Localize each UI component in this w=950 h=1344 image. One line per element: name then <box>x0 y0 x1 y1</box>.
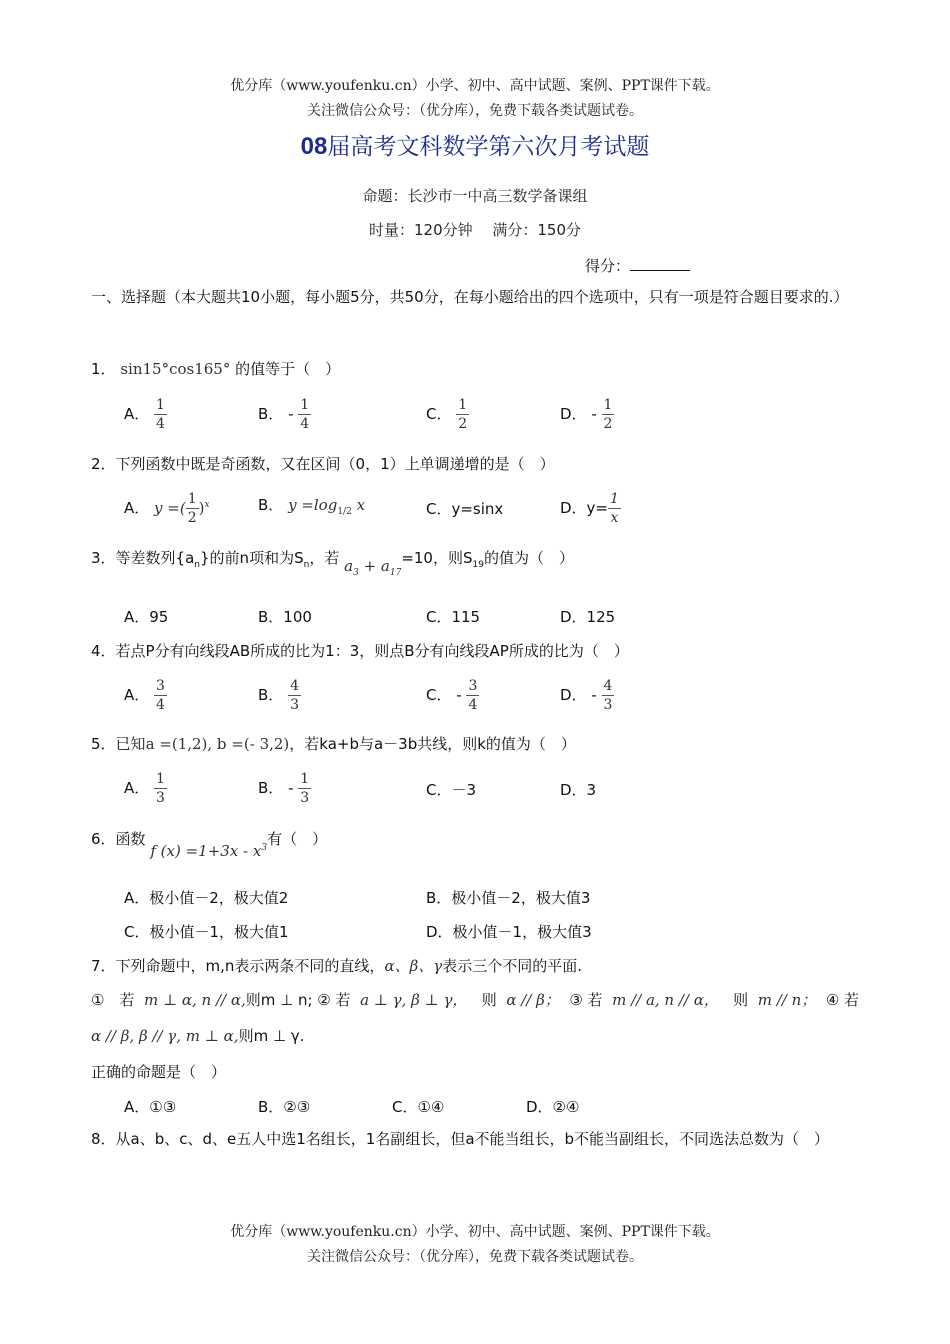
q5-b-label: B． <box>258 779 284 797</box>
q6-option-c: C．极小值－1，极大值1 <box>124 923 289 941</box>
q3-sub-n: n <box>194 560 201 570</box>
q7-p2-conclusion: α // β； <box>506 991 560 1009</box>
q4-d-label: D． <box>560 686 587 704</box>
question-7 <box>91 955 582 976</box>
q2-b-tail: x <box>356 496 366 514</box>
q7-p4-expr: α // β, β // γ, m ⊥ α, <box>91 1027 239 1045</box>
q4-number: 4． <box>91 642 116 660</box>
q5-b-den: 3 <box>300 790 310 806</box>
q4-d-num: 4 <box>603 678 613 694</box>
question-1 <box>91 358 340 379</box>
question-6 <box>91 828 328 860</box>
q1-a-fraction <box>154 396 167 433</box>
q3-sub-n-2: n <box>303 560 310 570</box>
q7-p3-conclusion: m // n； <box>757 991 817 1009</box>
q4-b-fraction <box>288 677 301 714</box>
q7-option-b: B．②③ <box>258 1098 311 1116</box>
q6-expression <box>150 842 267 860</box>
q5-b-sign: - <box>288 779 294 797</box>
score-label: 得分： <box>585 257 631 275</box>
q7-option-d: D．②④ <box>526 1098 580 1116</box>
footer-line-2: 关注微信公众号：（优分库），免费下载各类试题试卷。 <box>307 1249 643 1265</box>
q5-expression: a =(1,2), b =(- 3,2) <box>145 735 290 753</box>
q6-option-d: D．极小值－1，极大值3 <box>426 923 592 941</box>
q2-a-tail: ) <box>198 499 205 517</box>
setter-line: 命题：长沙市一中高三数学备课组 <box>362 187 588 205</box>
q4-c-den: 4 <box>468 697 478 713</box>
q4-c-num: 3 <box>468 678 478 694</box>
q2-d-label: D．y= <box>560 499 608 517</box>
question-4 <box>91 640 629 661</box>
q5-option-b <box>258 770 311 807</box>
q6-option-b: B．极小值－2，极大值3 <box>426 889 591 907</box>
q7-number: 7． <box>91 957 116 975</box>
q2-a-num: 1 <box>187 491 197 507</box>
q1-option-c <box>426 396 469 433</box>
q3-option-b: B．100 <box>258 608 312 626</box>
q1-c-label: C． <box>426 405 452 423</box>
q1-text: 的值等于（ ） <box>235 360 341 378</box>
q3-number: 3． <box>91 549 116 567</box>
q4-a-num: 3 <box>156 678 165 694</box>
q7-p3-tail: 则 <box>733 991 749 1009</box>
q5-a-label: A． <box>124 779 150 797</box>
q1-c-den: 2 <box>458 416 468 432</box>
q5-option-a <box>124 770 167 807</box>
q5-option-d: D．3 <box>560 781 597 799</box>
q2-a-label: A． <box>124 499 150 517</box>
q5-number: 5． <box>91 735 116 753</box>
page-title <box>0 128 950 161</box>
q6-text-2: 有（ ） <box>267 830 328 848</box>
q5-b-fraction <box>298 770 311 807</box>
q1-d-num: 1 <box>603 397 613 413</box>
q1-b-sign: - <box>288 405 294 423</box>
q1-number: 1． <box>91 360 116 378</box>
q1-a-num: 1 <box>156 397 165 413</box>
q5-a-num: 1 <box>156 771 165 787</box>
q7-p4-tail: 则m ⊥ γ. <box>238 1027 305 1045</box>
q1-d-sign: - <box>591 405 597 423</box>
q1-d-den: 2 <box>603 416 613 432</box>
q2-number: 2． <box>91 455 116 473</box>
q4-c-label: C． <box>426 686 452 704</box>
q1-option-d <box>560 396 614 433</box>
q3-a-2: a <box>380 557 390 575</box>
q4-option-d <box>560 677 614 714</box>
q4-option-b <box>258 677 301 714</box>
q3-expression <box>344 557 402 578</box>
q1-option-a <box>124 396 167 433</box>
q3-sub-19: 19 <box>472 560 484 570</box>
q1-d-label: D． <box>560 405 587 423</box>
question-3 <box>91 547 574 578</box>
score-blank <box>630 256 690 271</box>
question-8 <box>91 1120 859 1158</box>
q7-p1-expr: m ⊥ α, n // α, <box>144 991 246 1009</box>
q4-text: 若点P分有向线段AB所成的比为1：3，则点B分有向线段AP所成的比为（ ） <box>115 642 629 660</box>
q4-b-label: B． <box>258 686 284 704</box>
q5-a-fraction <box>154 770 167 807</box>
q7-greek: α、β、γ <box>384 957 443 975</box>
q7-text-2: 表示三个不同的平面. <box>442 957 582 975</box>
q2-a-den: 2 <box>187 510 197 526</box>
q7-proposition-4 <box>91 1025 304 1046</box>
q2-d-den: x <box>610 510 619 526</box>
q8-number: 8． <box>91 1130 116 1148</box>
q6-text-1: 函数 <box>115 830 146 848</box>
q7-option-a: A．①③ <box>124 1098 177 1116</box>
q1-option-b <box>258 396 311 433</box>
q2-text: 下列函数中既是奇函数，又在区间（0，1）上单调递增的是（ ） <box>115 455 555 473</box>
q1-b-fraction <box>298 396 311 433</box>
title-text: 届高考文科数学第六次月考试题 <box>327 134 650 160</box>
q1-b-den: 4 <box>300 416 310 432</box>
q7-p1-label: ① 若 <box>91 991 135 1009</box>
q1-d-fraction <box>602 396 615 433</box>
q4-d-den: 3 <box>603 697 613 713</box>
q4-d-fraction <box>602 677 615 714</box>
q4-c-fraction <box>466 677 479 714</box>
q1-c-num: 1 <box>458 397 468 413</box>
q2-d-num: 1 <box>610 491 619 507</box>
q5-text-1: 已知 <box>115 735 146 753</box>
q1-b-label: B． <box>258 405 284 423</box>
q2-b-sub: 1/2 <box>337 507 352 517</box>
q7-text-1: 下列命题中，m,n表示两条不同的直线， <box>115 957 385 975</box>
q2-d-fraction <box>608 490 621 527</box>
q1-expression: sin15°cos165° <box>120 360 231 378</box>
q4-a-den: 4 <box>156 697 165 713</box>
time-score-line: 时量：120分钟 满分：150分 <box>368 221 582 239</box>
q3-plus: + <box>358 557 381 575</box>
q3-text-5: 的值为（ ） <box>483 549 574 567</box>
q4-b-num: 4 <box>290 678 299 694</box>
q2-a-expr: y =( <box>154 499 186 517</box>
q3-option-a: A．95 <box>124 608 169 626</box>
q3-option-d: D．125 <box>560 608 616 626</box>
q4-d-sign: - <box>591 686 597 704</box>
q1-b-num: 1 <box>300 397 310 413</box>
q7-p4-label: ④ 若 <box>825 991 860 1009</box>
q7-question: 正确的命题是（ ） <box>91 1063 227 1081</box>
q4-c-sign: - <box>456 686 462 704</box>
q4-a-label: A． <box>124 686 150 704</box>
q2-option-d <box>560 490 621 527</box>
header-line-1: 优分库（www.youfenku.cn）小学、初中、高中试题、案例、PPT课件下载。 <box>230 78 720 94</box>
q4-option-a <box>124 677 167 714</box>
q7-propositions-line <box>91 989 859 1010</box>
q1-a-den: 4 <box>156 416 165 432</box>
score-field <box>585 255 690 276</box>
q7-p3-expr: m // a, n // α， <box>612 991 719 1009</box>
q7-p2-label: ② 若 <box>317 991 351 1009</box>
q2-a-fraction <box>186 490 199 527</box>
q7-option-c: C．①④ <box>392 1098 445 1116</box>
q4-option-c <box>426 677 479 714</box>
q6-sup: 3 <box>261 843 268 853</box>
q6-number: 6． <box>91 830 116 848</box>
q2-a-sup: x <box>204 500 210 510</box>
q3-option-c: C．115 <box>426 608 481 626</box>
q3-a-1: a <box>344 557 354 575</box>
q3-text-3: ，若 <box>309 549 340 567</box>
q4-a-fraction <box>154 677 167 714</box>
q5-option-c: C．－3 <box>426 781 477 799</box>
footer-line-1: 优分库（www.youfenku.cn）小学、初中、高中试题、案例、PPT课件下载。 <box>230 1224 720 1240</box>
q2-option-c: C．y=sinx <box>426 500 504 518</box>
q5-text-2: ，若ka+b与a－3b共线，则k的值为（ ） <box>289 735 576 753</box>
q2-b-label: B． <box>258 496 284 514</box>
q3-text-1: 等差数列{a <box>115 549 195 567</box>
q5-a-den: 3 <box>156 790 165 806</box>
q7-p1-tail: 则m ⊥ n; <box>245 991 313 1009</box>
title-number: 08 <box>300 133 328 160</box>
section-1-heading: 一、选择题（本大题共10小题，每小题5分，共50分，在每小题给出的四个选项中，只有一项是符合题目要求的.） <box>91 288 849 306</box>
q6-expr: f (x) =1+3x - x <box>150 842 262 860</box>
q3-text-2: }的前n项和为S <box>200 549 304 567</box>
q7-p3-label: ③ 若 <box>569 991 603 1009</box>
q8-text: 从a、b、c、d、e五人中选1名组长，1名副组长，但a不能当组长，b不能当副组长，不同选法总数为（ ） <box>115 1130 830 1148</box>
q1-a-label: A． <box>124 405 150 423</box>
q2-option-a <box>124 490 210 527</box>
q2-option-b <box>258 494 365 517</box>
q3-sub-3: 3 <box>353 568 359 578</box>
q3-text-4: =10，则S <box>401 549 473 567</box>
q3-sub-17: 17 <box>389 568 402 578</box>
q1-c-fraction <box>456 396 469 433</box>
q7-p2-expr: a ⊥ γ, β ⊥ γ， <box>360 991 468 1009</box>
q5-b-num: 1 <box>300 771 310 787</box>
q2-b-expr: y =log <box>288 496 338 514</box>
question-2 <box>91 453 555 474</box>
q4-b-den: 3 <box>290 697 299 713</box>
q7-p2-tail: 则 <box>481 991 497 1009</box>
question-5 <box>91 733 576 754</box>
header-line-2: 关注微信公众号：（优分库），免费下载各类试题试卷。 <box>307 103 643 119</box>
q6-option-a: A．极小值－2，极大值2 <box>124 889 289 907</box>
